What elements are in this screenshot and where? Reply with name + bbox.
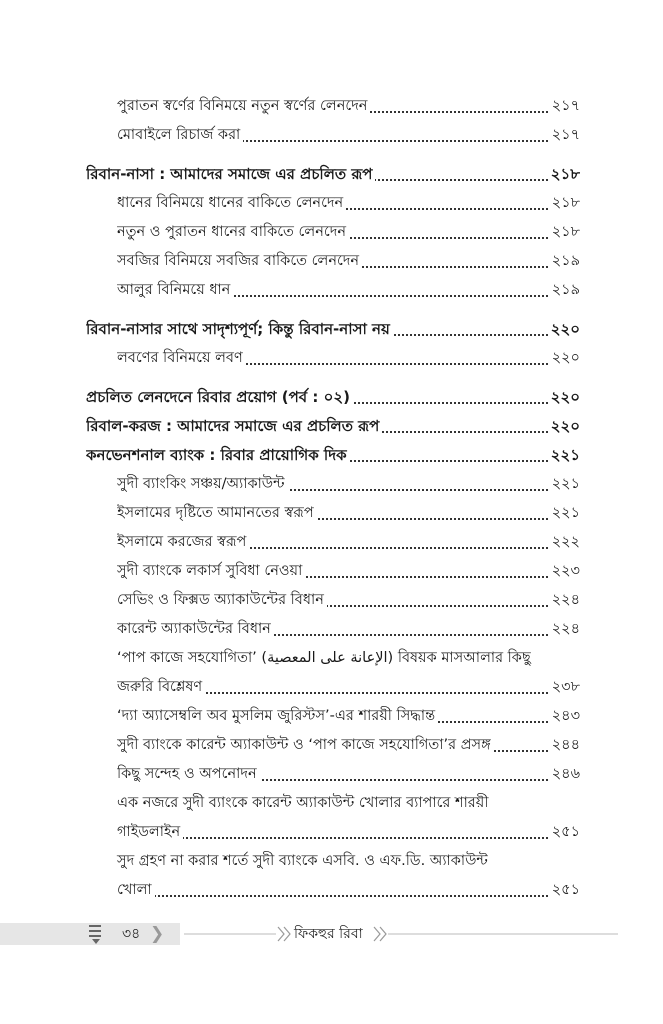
toc-entry-page: ২২১ [549,470,580,499]
toc-entry-page: ২১৭ [549,121,580,150]
toc-heading-title: রিবান-নাসার সাথে সাদৃশ্যপূর্ণ; কিন্তু রিবান-নাসা নয় [86,320,393,338]
toc-entry [117,92,580,121]
toc-entry [117,702,580,731]
toc-entry-page: ২১৯ [549,276,580,305]
toc-entry [117,557,580,586]
toc-heading-page: ২২০ [548,383,580,412]
toc-entry-title-line1: ‘পাপ কাজে সহযোগিতা’ (الإعانة على المعصية) বিষয়ক মাসআলার কিছু [117,650,531,666]
toc-heading-page: ২২০ [548,315,580,344]
toc-entry-title: সুদী ব্যাংকে কারেন্ট অ্যাকাউন্ট ও ‘পাপ কাজে সহযোগিতা’র প্রসঙ্গ [117,737,494,753]
toc-entry-page: ২১৯ [549,247,580,276]
toc-heading [86,441,580,470]
toc-entry [117,528,580,557]
toc-entry-title: সেভিং ও ফিক্সড অ্যাকাউন্টের বিধান [117,592,327,608]
toc-entry-title-line1: এক নজরে সুদী ব্যাংকে কারেন্ট অ্যাকাউন্ট খোলার ব্যাপারে শারয়ী [117,795,489,811]
toc-entry-title-line2: জরুরি বিশ্লেষণ [117,679,205,695]
toc-entry-title: নতুন ও পুরাতন ধানের বাকিতে লেনদেন [117,224,349,240]
toc-entry-title: মোবাইলে রিচার্জ করা [117,127,243,143]
toc-entry-title: পুরাতন স্বর্ণের বিনিময়ে নতুন স্বর্ণের লেনদেন [117,98,370,114]
toc-entry [117,470,580,499]
toc-entry-page: ২১৮ [549,189,580,218]
chevron-right-icon: ❯ [150,924,165,944]
page-number: ৩৪ [122,926,141,942]
toc-entry-title-line2: গাইডলাইন [117,824,183,840]
toc-heading [86,315,580,344]
toc-entry [117,121,580,150]
toc-entry-page: ২১৭ [549,92,580,121]
table-of-contents [86,92,580,905]
toc-heading [86,383,580,412]
toc-heading-page: ২১৮ [548,160,580,189]
toc-entry [117,276,580,305]
toc-heading-page: ২২১ [548,441,580,470]
toc-entry-page: ২২৩ [549,557,580,586]
toc-heading [86,412,580,441]
toc-entry-page: ২৪৬ [549,760,580,789]
toc-heading-title: রিবাল-করজ : আমাদের সমাজে এর প্রচলিত রূপ [86,417,382,435]
toc-entry-title: লবণের বিনিময়ে লবণ [117,350,246,366]
toc-heading-title: রিবান-নাসা : আমাদের সমাজে এর প্রচলিত রূপ [86,165,375,183]
toc-entry-title: সুদী ব্যাংকিং সঞ্চয়/অ্যাকাউন্ট [117,476,288,492]
toc-entry [117,344,580,373]
ornament-divider-right-icon [372,923,622,945]
page-footer [0,917,663,951]
toc-entry-page: ২২২ [549,528,580,557]
toc-entry-title: সবজির বিনিময়ে সবজির বাকিতে লেনদেন [117,253,362,269]
toc-heading [86,160,580,189]
toc-entry [117,499,580,528]
toc-entry-page: ২২৪ [549,615,580,644]
book-title: ফিকহুর রিবা [294,926,363,942]
toc-entry-title-line1: সুদ গ্রহণ না করার শর্তে সুদী ব্যাংকে এসবি. ও এফ.ডি. অ্যাকাউন্ট [117,853,488,869]
toc-heading-title: প্রচলিত লেনদেনে রিবার প্রয়োগ (পর্ব : ০২) [86,388,353,406]
toc-entry [117,760,580,789]
toc-entry-title: কারেন্ট অ্যাকাউন্টের বিধান [117,621,274,637]
toc-entry [117,586,580,615]
toc-entry [117,247,580,276]
toc-entry [117,189,580,218]
toc-entry-page: ২৫১ [549,818,580,847]
toc-entry [117,615,580,644]
toc-entry-title-line2: খোলা [117,882,155,898]
toc-entry-page: ২৫১ [549,876,580,905]
toc-entry-multiline [117,644,580,702]
toc-entry-multiline [117,789,580,847]
toc-heading-page: ২২০ [548,412,580,441]
toc-entry-page: ২১৮ [549,218,580,247]
toc-entry-page: ২২০ [549,344,580,373]
toc-heading-title: কনভেনশনাল ব্যাংক : রিবার প্রায়োগিক দিক [86,446,350,464]
ornament-divider-left-icon [180,923,292,945]
toc-entry-title: কিছু সন্দেহ ও অপনোদন [117,766,260,782]
toc-entry-title: ‘দ্যা অ্যাসেম্বলি অব মুসলিম জুরিস্টস’-এর শারয়ী সিদ্ধান্ত [117,708,438,724]
toc-entry-title: ইসলামে করজের স্বরূপ [117,534,249,550]
toc-entry-page: ২৩৮ [549,673,580,702]
toc-entry-title: ধানের বিনিময়ে ধানের বাকিতে লেনদেন [117,195,346,211]
toc-entry-page: ২৪৩ [549,702,580,731]
toc-entry-title: সুদী ব্যাংকে লকার্স সুবিধা নেওয়া [117,563,305,579]
toc-entry-multiline [117,847,580,905]
toc-entry-title: ইসলামের দৃষ্টিতে আমানতের স্বরূপ [117,505,317,521]
toc-entry-page: ২২১ [549,499,580,528]
toc-entry-page: ২৪৪ [549,731,580,760]
toc-entry [117,218,580,247]
toc-entry-title: আলুর বিনিময়ে ধান [117,282,233,298]
menu-lines-icon [88,922,104,946]
toc-entry [117,731,580,760]
toc-entry-page: ২২৪ [549,586,580,615]
